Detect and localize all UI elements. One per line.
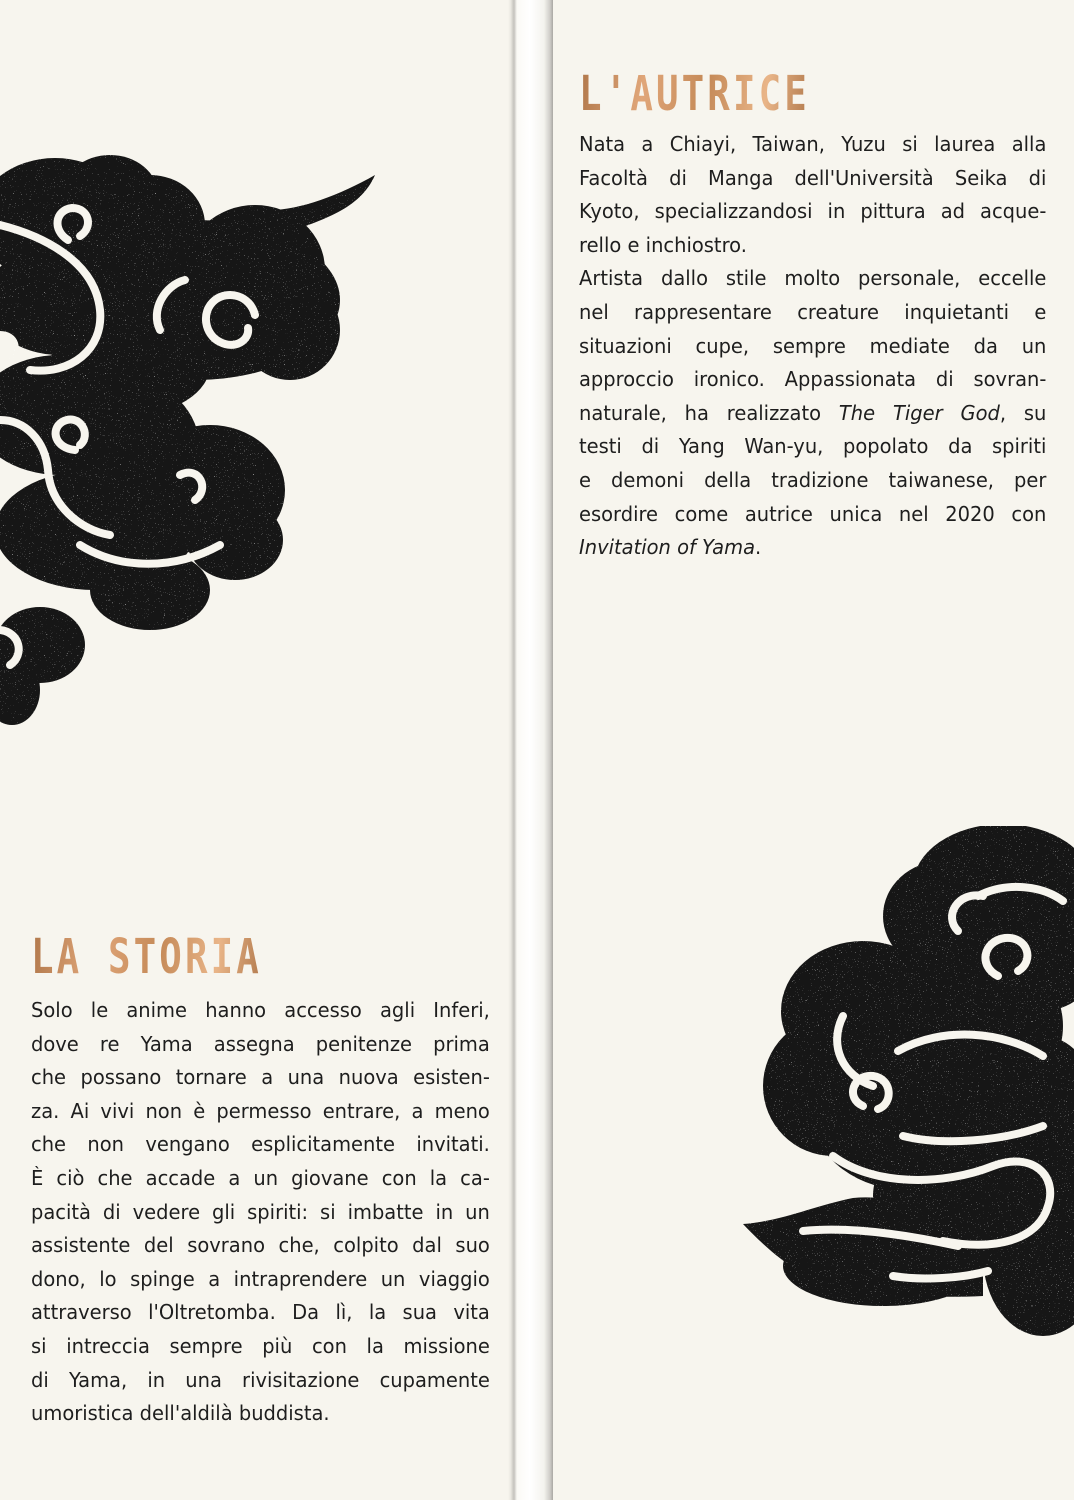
text-line: dove re Yama assegna penitenze prima [31,1031,490,1056]
text-line: za. Ai vivi non è permesso entrare, a meno [31,1098,490,1123]
text-line: nel rappresentare creature inquietanti e [579,299,1047,324]
section-heading-autrice: L'AUTRICE [579,66,810,122]
text-fragment: , su [999,400,1047,425]
text-fragment: . [755,535,762,560]
text-line: assistente del sovrano che, colpito dal suo [31,1233,490,1258]
text-line: pacità di vedere gli spiriti: si imbatte in un [31,1199,490,1224]
text-line: È ciò che accade a un giovane con la ca- [31,1165,490,1190]
text-line: attraverso l'Oltretomba. Da lì, la sua vita [31,1300,490,1325]
text-line: Kyoto, specializzandosi in pittura ad acque- [579,199,1047,224]
cloud-swirl-icon [0,150,380,730]
text-line: Solo le anime hanno accesso agli Inferi, [31,998,490,1022]
text-line: Nata a Chiayi, Taiwan, Yuzu si laurea alla [579,132,1047,156]
book-spine-gutter [508,0,556,1500]
author-bio-paragraph [579,128,1046,565]
text-line: e demoni della tradizione taiwanese, per [579,467,1047,492]
text-line: testi di Yang Wan-yu, popolato da spiriti [579,434,1047,459]
text-line: rello e inchiostro. [579,232,747,257]
left-page [0,0,512,1500]
text-line: si intreccia sempre più con la missione [31,1333,490,1358]
book-title-invitation-of-yama: Invitation of Yama [579,535,756,560]
story-paragraph [31,994,490,1431]
text-line: di Yama, in una rivisitazione cupamente [31,1367,490,1392]
text-line: umoristica dell'aldilà buddista. [31,1401,330,1426]
text-line [579,531,1046,565]
text-line: esordire come autrice unica nel 2020 con [579,501,1047,526]
text-line: situazioni cupe, sempre mediate da un [579,333,1047,358]
text-line [579,397,1046,431]
text-line: dono, lo spinge a intraprendere un viaggio [31,1266,490,1291]
text-fragment: naturale, ha realizzato [579,400,822,425]
text-line: Facoltà di Manga dell'Università Seika di [579,165,1047,190]
right-page [553,0,1074,1500]
text-line: approccio ironico. Appassionata di sovran- [579,367,1047,392]
text-line: che non vengano esplicitamente invitati. [31,1132,490,1157]
section-heading-storia: LA STORIA [31,929,262,985]
cloud-swirl-icon [743,826,1074,1356]
text-line: che possano tornare a una nuova esisten- [31,1065,490,1090]
text-line: Artista dallo stile molto personale, eccelle [579,266,1047,291]
book-title-tiger-god: The Tiger God [838,400,1000,425]
